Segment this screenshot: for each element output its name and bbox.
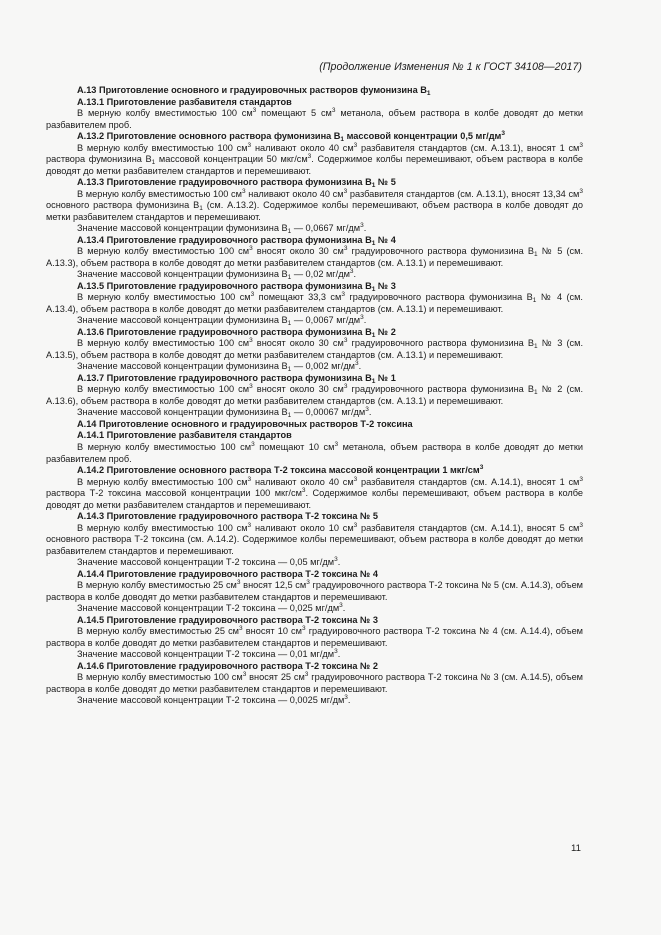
section-heading: А.13.5 Приготовление градуировочного раствора фумонизина $В_1$ № 3: [77, 280, 396, 293]
section-heading: А.13.4 Приготовление градуировочного раствора фумонизина $В_1$ № 4: [77, 234, 396, 247]
section-heading: А.14.2 Приготовление основного раствора Т-2 токсина массовой концентрации 1 мкг/$см^3$: [77, 464, 484, 476]
page-number: 11: [571, 843, 581, 854]
paragraph: Значение массовой концентрации Т-2 токсина — 0,01 $мг/дм^3$.: [77, 648, 341, 660]
paragraph: Значение массовой концентрации Т-2 токсина — 0,05 $мг/дм^3$.: [77, 556, 341, 568]
paragraph: В мерную колбу вместимостью 100 $см^3$ помещают 33,3 $см^3$ градуировочного раствора фумонизина $В_1$ № 4 (см. А.13.4), объем раствора в колбе доводят до метки разбавителем стандартов (см. А.13.1) и перемешивают.: [46, 291, 583, 314]
section-heading: А.13.6 Приготовление градуировочного раствора фумонизина $В_1$ № 2: [77, 326, 396, 339]
section-heading: А.14.6 Приготовление градуировочного раствора Т-2 токсина № 2: [77, 660, 378, 671]
paragraph: Значение массовой концентрации фумонизина $В_1$ — 0,002 $мг/дм^3$.: [77, 360, 362, 374]
section-heading: А.13.1 Приготовление разбавителя стандартов: [77, 96, 292, 107]
document-body: [46, 85, 583, 707]
section-heading: А.13.2 Приготовление основного раствора фумонизина $В_1$ массовой концентрации 0,5 $мг/дм^3$: [77, 130, 505, 144]
section-heading: А.14.3 Приготовление градуировочного раствора Т-2 токсина № 5: [77, 511, 378, 522]
paragraph: В мерную колбу вместимостью 25 $см^3$ вносят 12,5 $см^3$ градуировочного раствора Т-2 токсина № 5 (см. А.14.3), объем раствора в колбе доводят до метки разбавителем стандартов и перемешивают.: [46, 579, 583, 602]
paragraph: Значение массовой концентрации фумонизина $В_1$ — 0,02 $мг/дм^3$.: [77, 268, 357, 282]
paragraph: Значение массовой концентрации Т-2 токсина — 0,025 $мг/дм^3$.: [77, 602, 346, 614]
section-heading: А.14 Приготовление основного и градуировочных растворов Т-2 токсина: [77, 418, 413, 429]
paragraph: В мерную колбу вместимостью 100 $см^3$ вносят 25 $см^3$ градуировочного раствора Т-2 токсина № 3 (см. А.14.5), объем раствора в колбе доводят до метки разбавителем стандартов и перемешивают.: [46, 671, 583, 694]
section-heading: А.14.4 Приготовление градуировочного раствора Т-2 токсина № 4: [77, 568, 378, 579]
page-header: (Продолжение Изменения № 1 к ГОСТ 34108—2017): [319, 61, 582, 73]
section-heading: А.14.5 Приготовление градуировочного раствора Т-2 токсина № 3: [77, 614, 378, 625]
paragraph: В мерную колбу вместимостью 100 $см^3$ вносят около 30 $см^3$ градуировочного раствора фумонизина $В_1$ № 3 (см. А.13.5), объем раствора в колбе доводят до метки разбавителем стандартов (см. А.13.1) и перемешивают.: [46, 337, 583, 360]
paragraph: В мерную колбу вместимостью 100 $см^3$ помещают 5 $см^3$ метанола, объем раствора в колбе доводят до метки разбавителем проб.: [46, 107, 583, 130]
section-heading: А.13.3 Приготовление градуировочного раствора фумонизина $В_1$ № 5: [77, 177, 396, 190]
paragraph: Значение массовой концентрации фумонизина $В_1$ — 0,00067 $мг/дм^3$.: [77, 406, 372, 420]
paragraph: В мерную колбу вместимостью 25 $см^3$ вносят 10 $см^3$ градуировочного раствора Т-2 токсина № 4 (см. А.14.4), объем раствора в колбе доводят до метки разбавителем стандартов и перемешивают.: [46, 625, 583, 648]
paragraph: В мерную колбу вместимостью 100 $см^3$ вносят около 30 $см^3$ градуировочного раствора фумонизина $В_1$ № 5 (см. А.13.3), объем раствора в колбе доводят до метки разбавителем стандартов (см. А.13.1) и перемешивают.: [46, 245, 583, 268]
paragraph: Значение массовой концентрации фумонизина $В_1$ — 0,0667 $мг/дм^3$.: [77, 222, 367, 236]
paragraph: Значение массовой концентрации Т-2 токсина — 0,0025 $мг/дм^3$.: [77, 694, 351, 706]
paragraph: В мерную колбу вместимостью 100 $см^3$ наливают около 40 $см^3$ разбавителя стандартов (см. А.13.1), вносят 13,34 $см^3$ основного раствора фумонизина $В_1$ (см. А.13.2). Содержимое колбы перемешивают, объем раствора в колбе доводят до метки разбавителем стандартов и перемешивают.: [46, 187, 584, 222]
section-heading: А.13.7 Приготовление градуировочного раствора фумонизина $В_1$ № 1: [77, 372, 396, 385]
section-heading: А.14.1 Приготовление разбавителя стандартов: [77, 430, 292, 441]
paragraph: В мерную колбу вместимостью 100 $см^3$ вносят около 30 $см^3$ градуировочного раствора фумонизина $В_1$ № 2 (см. А.13.6), объем раствора в колбе доводят до метки разбавителем стандартов (см. А.13.1) и перемешивают.: [46, 383, 583, 406]
paragraph: В мерную колбу вместимостью 100 $см^3$ наливают около 40 $см^3$ разбавителя стандартов (см. А.13.1), вносят 1 $см^3$ раствора фумонизина $В_1$ массовой концентрации 50 мкг/$см^3$. Содержимое колбы перемешивают, объем раствора в колбе доводят до метки разбавителем стандартов и перемешивают.: [46, 141, 584, 176]
paragraph: В мерную колбу вместимостью 100 $см^3$ наливают около 40 $см^3$ разбавителя стандартов (см. А.14.1), вносят 1 $см^3$ раствора Т-2 токсина массовой концентрации 100 мкг/$см^3$. Содержимое колбы перемешивают, объем раствора в колбе доводят до метки разбавителем стандартов и перемешивают.: [46, 475, 584, 510]
paragraph: Значение массовой концентрации фумонизина $В_1$ — 0,0067 $мг/дм^3$.: [77, 314, 367, 328]
section-heading: А.13 Приготовление основного и градуировочных растворов фумонизина $В_1$: [77, 85, 431, 97]
paragraph: В мерную колбу вместимостью 100 $см^3$ помещают 10 $см^3$ метанола, объем раствора в колбе доводят до метки разбавителем проб.: [46, 440, 583, 464]
paragraph: В мерную колбу вместимостью 100 $см^3$ наливают около 10 $см^3$ разбавителя стандартов (см. А.14.1), вносят 5 $см^3$ основного раствора Т-2 токсина (см. А.14.2). Содержимое колбы перемешивают, объем раствора в колбе доводят до метки разбавителем стандартов и перемешивают.: [46, 521, 584, 556]
